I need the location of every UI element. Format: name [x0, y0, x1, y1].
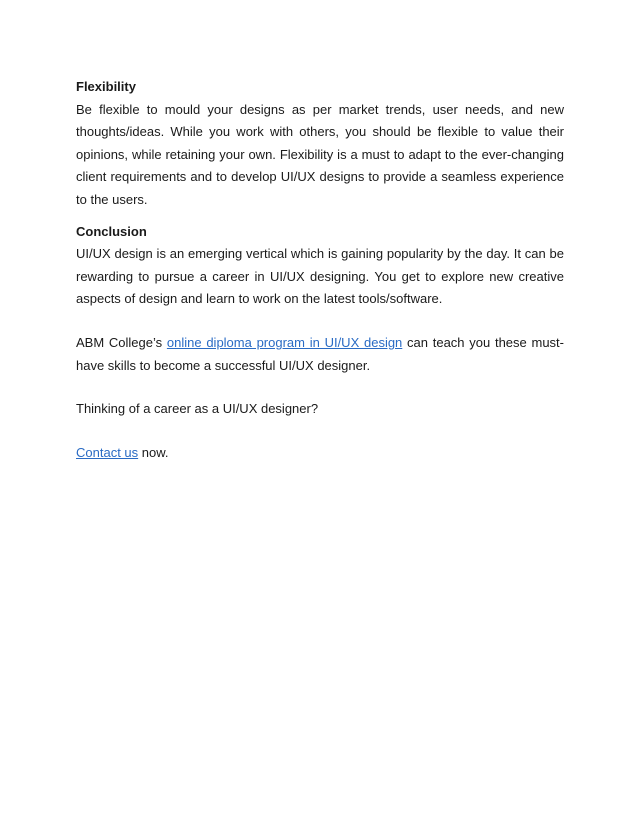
cta-suffix: can teach you these must-have skills to become a successful UI/UX designer.: [76, 334, 564, 373]
spacer: [76, 377, 564, 398]
contact-suffix: now.: [138, 444, 169, 460]
cta-paragraph: [76, 332, 564, 377]
conclusion-heading: Conclusion: [76, 223, 147, 239]
conclusion-paragraph: UI/UX design is an emerging vertical which is gaining popularity by the day. It can be rewarding to pursue a career in UI/UX designing. You get to explore new creative aspects of design and learn to work on the latest tools/software.: [76, 246, 564, 307]
spacer: [76, 421, 564, 442]
spacer: [76, 212, 564, 221]
question-paragraph: Thinking of a career as a UI/UX designer?: [76, 401, 319, 417]
spacer: [76, 311, 564, 332]
diploma-program-link[interactable]: online diploma program in UI/UX design: [166, 334, 403, 350]
flexibility-paragraph: Be flexible to mould your designs as per market trends, user needs, and new thoughts/ideas. While you work with others, you should be flexible to value their opinions, while retaining your own. Flexibility is a must to adapt to the ever-changing client requirements and to develop UI/UX designs to provide a seamless experience to the users.: [76, 101, 564, 207]
contact-us-link[interactable]: Contact us: [76, 444, 139, 460]
flexibility-heading: Flexibility: [76, 79, 136, 94]
contact-paragraph: [76, 442, 564, 465]
document-content: [76, 76, 564, 464]
cta-prefix: ABM College’s: [76, 334, 167, 350]
